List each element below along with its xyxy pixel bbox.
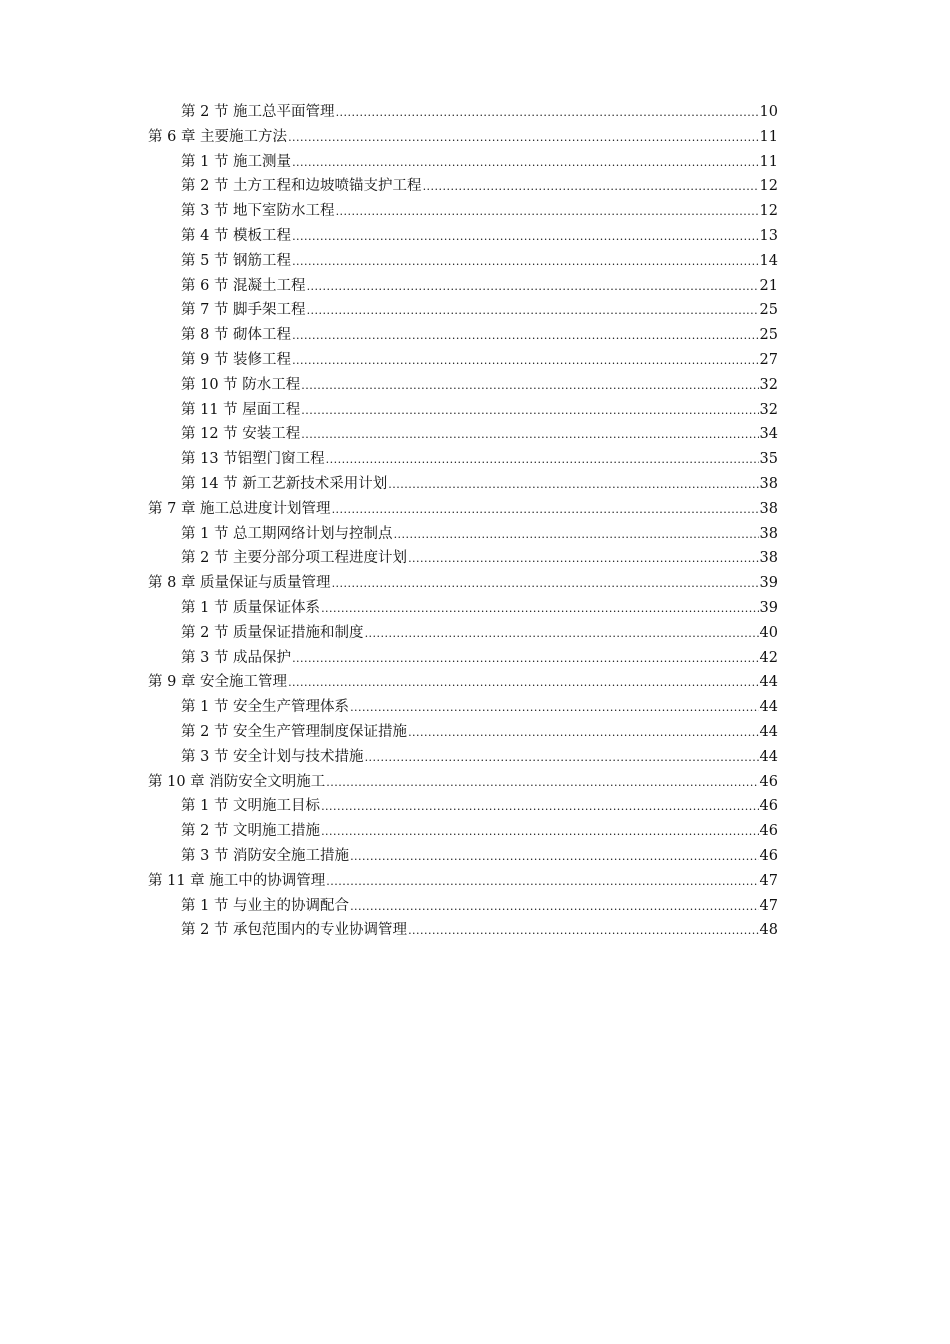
toc-entry-title: 第 9 节 装修工程 (181, 351, 292, 368)
toc-section-entry[interactable] (148, 348, 778, 373)
toc-dot-leader (292, 151, 758, 176)
toc-entry-title: 第 1 节 质量保证体系 (181, 599, 321, 616)
toc-entry-page-number: 12 (759, 178, 778, 195)
toc-dot-leader (336, 101, 759, 126)
toc-entry-title: 第 3 节 消防安全施工措施 (181, 847, 350, 864)
toc-entry-page-number: 44 (759, 723, 778, 740)
toc-section-entry[interactable] (148, 472, 778, 497)
toc-entry-title: 第 2 节 主要分部分项工程进度计划 (181, 550, 408, 567)
toc-dot-leader (292, 250, 758, 275)
toc-chapter-entry[interactable] (148, 869, 778, 894)
toc-dot-leader (321, 597, 758, 622)
toc-dot-leader (288, 671, 758, 696)
toc-entry-page-number: 39 (759, 575, 778, 592)
toc-entry-title: 第 9 章 安全施工管理 (148, 674, 288, 691)
toc-dot-leader (326, 448, 759, 473)
toc-entry-page-number: 25 (759, 327, 778, 344)
toc-section-entry[interactable] (148, 844, 778, 869)
toc-entry-page-number: 38 (759, 525, 778, 542)
toc-entry-page-number: 46 (759, 847, 778, 864)
toc-entry-page-number: 38 (759, 500, 778, 517)
toc-section-entry[interactable] (148, 150, 778, 175)
toc-dot-leader (326, 870, 758, 895)
toc-section-entry[interactable] (148, 918, 778, 943)
toc-entry-title: 第 1 节 总工期网络计划与控制点 (181, 525, 393, 542)
toc-entry-title: 第 7 节 脚手架工程 (181, 302, 306, 319)
toc-entry-title: 第 8 节 砌体工程 (181, 327, 292, 344)
toc-entry-title: 第 2 节 承包范围内的专业协调管理 (181, 922, 408, 939)
toc-section-entry[interactable] (148, 398, 778, 423)
toc-section-entry[interactable] (148, 794, 778, 819)
toc-section-entry[interactable] (148, 720, 778, 745)
toc-entry-title: 第 6 章 主要施工方法 (148, 128, 288, 145)
toc-entry-page-number: 38 (759, 475, 778, 492)
toc-section-entry[interactable] (148, 447, 778, 472)
toc-entry-page-number: 10 (759, 104, 778, 120)
toc-dot-leader (336, 200, 759, 225)
toc-chapter-entry[interactable] (148, 497, 778, 522)
toc-section-entry[interactable] (148, 621, 778, 646)
toc-entry-page-number: 12 (759, 203, 778, 220)
toc-entry-title: 第 2 节 土方工程和边坡喷锚支护工程 (181, 178, 422, 195)
toc-chapter-entry[interactable] (148, 125, 778, 150)
toc-entry-title: 第 5 节 钢筋工程 (181, 252, 292, 269)
toc-entry-title: 第 7 章 施工总进度计划管理 (148, 500, 331, 517)
toc-section-entry[interactable] (148, 199, 778, 224)
toc-entry-page-number: 32 (759, 376, 778, 393)
toc-entry-page-number: 46 (759, 773, 778, 790)
toc-section-entry[interactable] (148, 596, 778, 621)
toc-entry-page-number: 35 (759, 451, 778, 468)
toc-entry-title: 第 11 节 屋面工程 (181, 401, 301, 418)
toc-dot-leader (321, 820, 758, 845)
toc-section-entry[interactable] (148, 373, 778, 398)
toc-entry-page-number: 48 (759, 922, 778, 939)
toc-chapter-entry[interactable] (148, 670, 778, 695)
toc-dot-leader (332, 498, 759, 523)
toc-entry-page-number: 39 (759, 599, 778, 616)
toc-entry-page-number: 46 (759, 798, 778, 815)
toc-entry-page-number: 25 (759, 302, 778, 319)
toc-entry-page-number: 46 (759, 823, 778, 840)
toc-dot-leader (365, 622, 759, 647)
toc-section-entry[interactable] (148, 695, 778, 720)
toc-dot-leader (292, 349, 758, 374)
toc-entry-title: 第 11 章 施工中的协调管理 (148, 872, 326, 889)
toc-entry-page-number: 27 (759, 351, 778, 368)
toc-dot-leader (307, 275, 759, 300)
toc-entry-page-number: 11 (759, 128, 778, 145)
toc-entry-title: 第 3 节 地下室防水工程 (181, 203, 335, 220)
toc-section-entry[interactable] (148, 100, 778, 125)
toc-entry-title: 第 2 节 施工总平面管理 (181, 104, 335, 120)
toc-entry-page-number: 42 (759, 649, 778, 666)
toc-dot-leader (326, 771, 758, 796)
toc-dot-leader (388, 473, 758, 498)
toc-entry-title: 第 3 节 安全计划与技术措施 (181, 748, 364, 765)
toc-section-entry[interactable] (148, 422, 778, 447)
toc-dot-leader (288, 126, 758, 151)
toc-entry-title: 第 1 节 安全生产管理体系 (181, 699, 350, 716)
toc-entry-title: 第 12 节 安装工程 (181, 426, 301, 443)
toc-dot-leader (423, 175, 759, 200)
toc-entry-title: 第 1 节 施工测量 (181, 153, 292, 170)
toc-entry-page-number: 47 (759, 872, 778, 889)
toc-dot-leader (301, 423, 758, 448)
toc-dot-leader (350, 845, 758, 870)
toc-dot-leader (321, 795, 758, 820)
toc-entry-page-number: 13 (759, 227, 778, 244)
toc-entry-title: 第 4 节 模板工程 (181, 227, 292, 244)
toc-entry-page-number: 47 (759, 897, 778, 914)
table-of-contents (148, 100, 778, 943)
toc-entry-page-number: 38 (759, 550, 778, 567)
toc-dot-leader (408, 721, 758, 746)
toc-section-entry[interactable] (148, 224, 778, 249)
toc-dot-leader (350, 696, 758, 721)
toc-chapter-entry[interactable] (148, 770, 778, 795)
toc-section-entry[interactable] (148, 522, 778, 547)
toc-entry-title: 第 13 节铝塑门窗工程 (181, 451, 325, 468)
toc-entry-page-number: 32 (759, 401, 778, 418)
toc-section-entry[interactable] (148, 174, 778, 199)
toc-chapter-entry[interactable] (148, 571, 778, 596)
toc-dot-leader (301, 399, 758, 424)
toc-entry-page-number: 44 (759, 748, 778, 765)
toc-section-entry[interactable] (148, 819, 778, 844)
toc-entry-title: 第 14 节 新工艺新技术采用计划 (181, 475, 388, 492)
toc-entry-page-number: 44 (759, 674, 778, 691)
toc-section-entry[interactable] (148, 745, 778, 770)
toc-entry-page-number: 44 (759, 699, 778, 716)
toc-entry-page-number: 34 (759, 426, 778, 443)
toc-section-entry[interactable] (148, 298, 778, 323)
toc-dot-leader (292, 647, 758, 672)
toc-entry-title: 第 8 章 质量保证与质量管理 (148, 575, 331, 592)
toc-section-entry[interactable] (148, 249, 778, 274)
toc-dot-leader (365, 746, 759, 771)
toc-dot-leader (350, 895, 758, 920)
toc-section-entry[interactable] (148, 546, 778, 571)
toc-entry-title: 第 10 节 防水工程 (181, 376, 301, 393)
toc-entry-title: 第 2 节 文明施工措施 (181, 823, 321, 840)
toc-entry-page-number: 11 (759, 153, 778, 170)
toc-section-entry[interactable] (148, 646, 778, 671)
toc-entry-title: 第 6 节 混凝土工程 (181, 277, 306, 294)
toc-entry-title: 第 10 章 消防安全文明施工 (148, 773, 326, 790)
toc-dot-leader (332, 572, 759, 597)
toc-dot-leader (394, 523, 759, 548)
toc-entry-page-number: 40 (759, 624, 778, 641)
toc-entry-page-number: 14 (759, 252, 778, 269)
toc-entry-title: 第 2 节 质量保证措施和制度 (181, 624, 364, 641)
toc-section-entry[interactable] (148, 323, 778, 348)
toc-dot-leader (292, 225, 758, 250)
toc-dot-leader (301, 374, 758, 399)
toc-entry-title: 第 3 节 成品保护 (181, 649, 292, 666)
toc-entry-page-number: 21 (759, 277, 778, 294)
toc-entry-title: 第 2 节 安全生产管理制度保证措施 (181, 723, 408, 740)
toc-dot-leader (408, 919, 758, 944)
toc-dot-leader (307, 299, 759, 324)
toc-entry-title: 第 1 节 与业主的协调配合 (181, 897, 350, 914)
toc-dot-leader (408, 547, 758, 572)
toc-dot-leader (292, 324, 758, 349)
toc-entry-title: 第 1 节 文明施工目标 (181, 798, 321, 815)
toc-section-entry[interactable] (148, 274, 778, 299)
toc-section-entry[interactable] (148, 894, 778, 919)
